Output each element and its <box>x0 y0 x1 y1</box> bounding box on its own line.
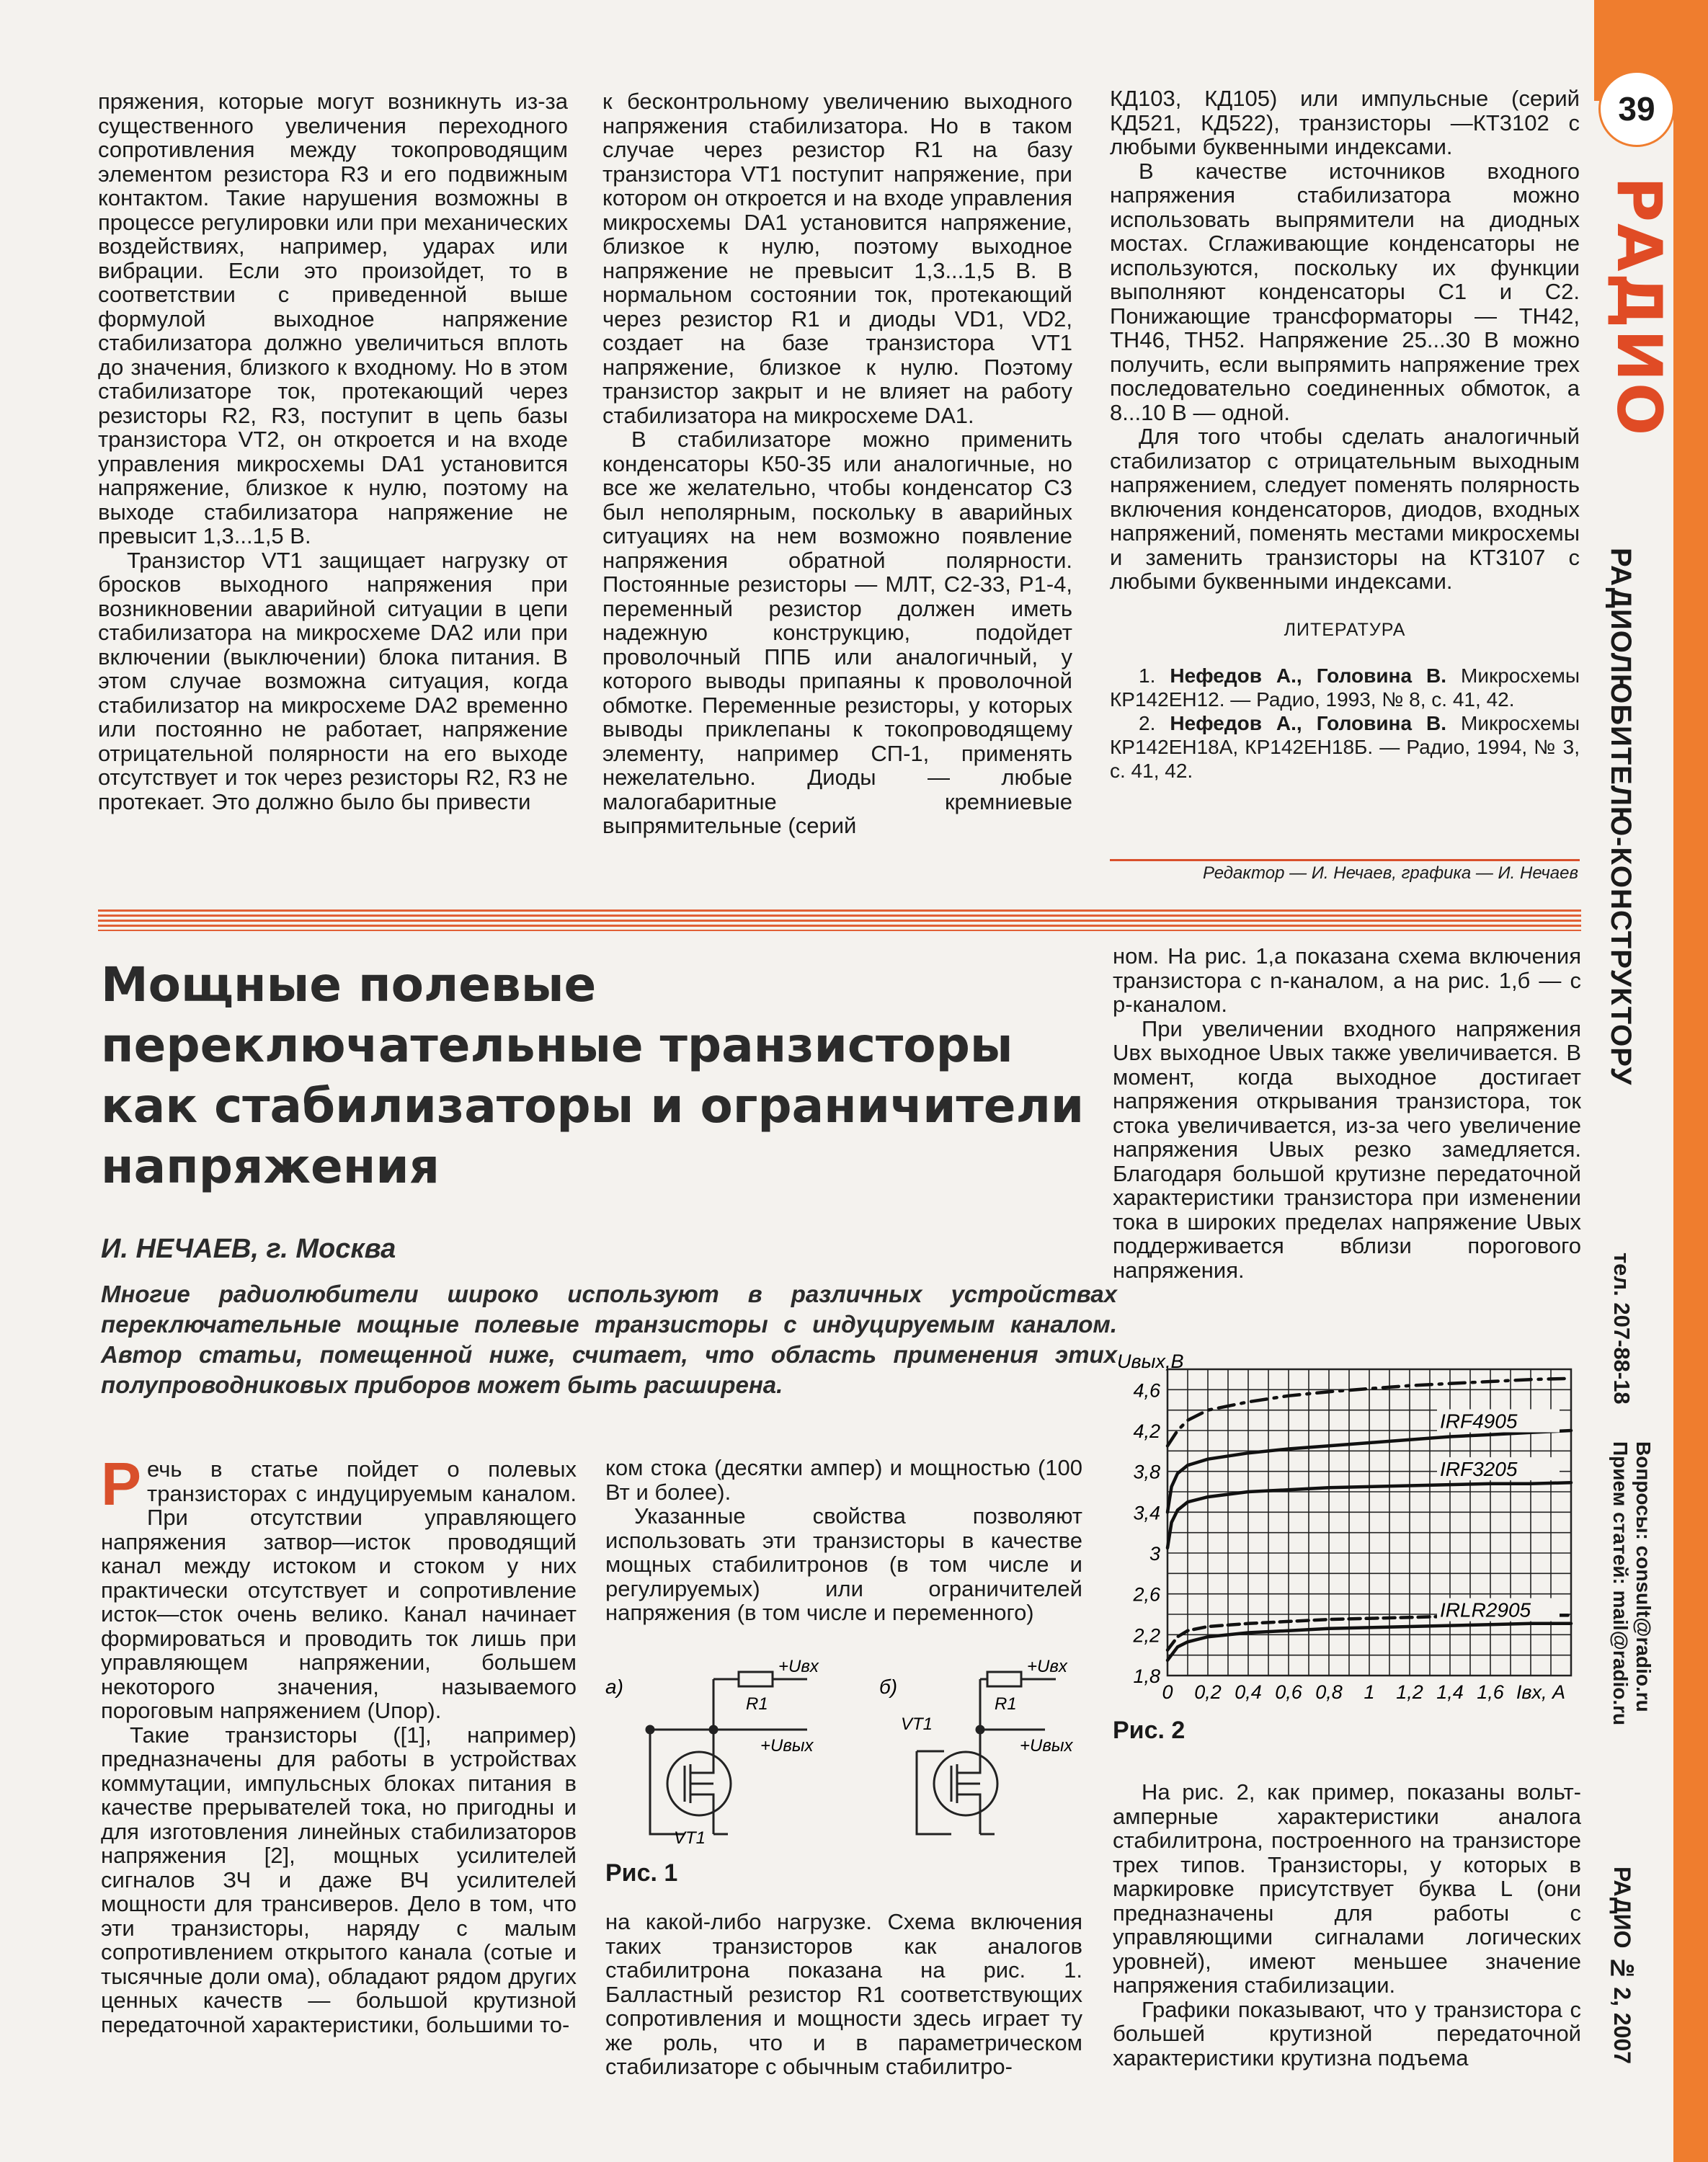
x-tick-label: 0,2 <box>1194 1681 1222 1703</box>
paragraph: КД103, КД105) или импульсные (серий КД521, КД522), транзисторы —КТ3102 с любыми буквенными индексами. <box>1110 86 1580 159</box>
x-tick-label: 0 <box>1162 1681 1173 1703</box>
article-lead: Многие радиолюбители широко используют в различных устройствах переключательные мощные полевые транзисторы с индуцируемым каналом. Автор статьи, помещенной ниже, считает, что область применения этих полупроводниковых приборов может быть расширена. <box>101 1281 1117 1398</box>
paragraph: Графики показывают, что у транзистора с большей крутизной передаточной характеристики крутизна подъема <box>1113 1996 1581 2070</box>
series-label: IRF3205 <box>1440 1458 1518 1481</box>
reference-authors: Нефедов А., Головина В. <box>1170 712 1447 734</box>
editor-credit: Редактор — И. Нечаев, графика — И. Нечаев <box>1202 863 1578 883</box>
x-tick-label: 1,2 <box>1396 1681 1423 1703</box>
x-tick-label: 0,6 <box>1275 1681 1302 1703</box>
x-tick-label: 0,4 <box>1235 1681 1262 1703</box>
reference-1 <box>1110 664 1580 711</box>
y-tick-label: 3 <box>1149 1543 1160 1565</box>
label-uvx-a: +Uвх <box>778 1657 819 1676</box>
article-separator <box>98 909 1581 931</box>
paragraph: пряжения, которые могут возникнуть из-за существенного увеличения переходного сопротивления между токопроводящим элементом резистора R3 и его подвижным контактом. Такие нарушения возможны в процессе регулировки или при механических воздействиях, например, ударах или вибрации. Если это произойдет, то в соответствии с приведенной выше формулой выходное напряжение стабилизатора должно увеличиться вплоть до значения, близкого к входному. Но в этом стабилизаторе ток, протекающий через резисторы R2, R3, поступит в цепь базы транзистора VT2, он откроется и на входе управления микросхемы DA1 установится напряжение, близкое к нулю, поэтому на выходе стабилизатора напряжение не превысит 1,3...1,5 В. <box>98 89 568 548</box>
contacts-questions: Вопросы: consult@radio.ru <box>1632 1441 1655 1712</box>
reference-number: 2. <box>1139 712 1156 734</box>
paragraph: Транзистор VT1 защищает нагрузку от бросков выходного напряжения при возникновении аварийной ситуации в цепи стабилизатора на микросхеме DA2 или при включении (выключении) блока питания. В этом случае возможна ситуация, когда стабилизатор на микросхеме DA2 временно или постоянно не работает, напряжение отрицательной полярности на его выходе отсутствует и ток через резисторы R2, R3 не протекает. Это должно было бы привести <box>98 547 568 814</box>
paragraph: ном. На рис. 1,а показана схема включения транзистора с n-каналом, а на рис. 1,б — с p-каналом. <box>1113 943 1581 1017</box>
x-tick-label: 1 <box>1364 1681 1375 1703</box>
y-tick-label: 3,4 <box>1133 1502 1160 1524</box>
article-author: И. НЕЧАЕВ, г. Москва <box>101 1234 396 1264</box>
page-number: 39 <box>1598 71 1675 147</box>
resistor-r1-b <box>987 1672 1021 1686</box>
x-axis-label: Iвх, A <box>1516 1681 1565 1703</box>
paragraph: На рис. 2, как пример, показаны вольт-амперные характеристики аналога стабилитрона, построенного на транзисторе трех типов. Транзисторы, у которых в маркировке присутствует буква L (они предназначены для работы с управляющими сигналами логических уровней), имеют меньшее значение напряжения стабилизации. <box>1113 1779 1581 1998</box>
paragraph: к бесконтрольному увеличению выходного напряжения стабилизатора. Но в таком случае через резистор R1 на базу транзистора VT1 поступит напряжение, при котором он откроется и на входе управления микросхемы DA1 установится напряжение, близкое к нулю, поэтому выходное напряжение не превысит 1,3...1,5 В. В нормальном состоянии ток, протекающий через резистор R1 и диоды VD1, VD2, создает на базе транзистора VT1 напряжение, близкое к нулю. Поэтому транзистор закрыт и не влияет на работу стабилизатора на микросхеме DA1. <box>602 89 1072 428</box>
series-label: IRLR2905 <box>1440 1598 1531 1622</box>
article-column-1 <box>101 1450 577 2037</box>
paragraph: При увеличении входного напряжения Uвх выходное Uвых также увеличивается. В момент, когда выходное достигает напряжения открывания транзистора, ток стока увеличивается, из-за чего увеличение напряжения Uвых резко замедляется. Благодаря большой крутизне передаточной характеристики транзистора при изменении тока в широких пределах напряжение Uвых поддерживается вблизи порогового напряжения. <box>1113 1015 1581 1283</box>
y-tick-label: 2,6 <box>1133 1583 1160 1606</box>
reference-text: Микросхемы КР142ЕН18А, КР142ЕН18Б. — Радио, 1994, № 3, с. 41, 42. <box>1110 712 1580 782</box>
section-title: РАДИОЛЮБИТЕЛЮ-КОНСТРУКТОРУ <box>1605 548 1637 1086</box>
series-label: IRF4905 <box>1440 1410 1518 1433</box>
drop-cap: Р <box>101 1450 142 1518</box>
figure-2-caption: Рис. 2 <box>1113 1717 1186 1744</box>
paragraph-text: ечь в статье пойдет о полевых транзисторах с индуцируемым каналом. При отсутствии управляющего напряжения затвор—исток проводящий канал между истоком и стоком у них практически отсутствует и сопротивление исток—сток очень велико. Канал начинает формироваться и проводить ток лишь при управляющем напряжении, большем некоторого значения, называемого пороговым напряжением (Uпор). <box>101 1456 577 1723</box>
label-vt1-a: VT1 <box>674 1828 706 1848</box>
y-axis-label: Uвых,В <box>1117 1351 1184 1372</box>
y-tick-label: 4,2 <box>1133 1420 1160 1442</box>
figure-1-schematic <box>605 1650 1095 1867</box>
paragraph: на какой-либо нагрузке. Схема включения таких транзисторов как аналогов стабилитрона показана на рис. 1. Балластный резистор R1 соответствующих сопротивления и мощности здесь играет ту же роль, что и в параметрическом стабилизаторе с обычным стабилитро- <box>605 1909 1082 2079</box>
article-column-3b <box>1113 1780 1581 2070</box>
article-column-3a <box>1113 944 1581 1282</box>
label-vt1-b: VT1 <box>901 1714 933 1734</box>
editor-rule <box>1110 859 1580 861</box>
label-r1-b: R1 <box>995 1694 1017 1714</box>
article-title: Мощные полевые переключательные транзисторы как стабилизаторы и ограничители напряжения <box>101 957 1085 1194</box>
x-tick-label: 1,6 <box>1477 1681 1504 1703</box>
figure-2-chart <box>1110 1348 1585 1708</box>
y-tick-label: 1,8 <box>1133 1665 1160 1687</box>
paragraph: ком стока (десятки ампер) и мощностью (100 Вт и более). <box>605 1455 1082 1505</box>
y-tick-label: 4,6 <box>1133 1379 1160 1402</box>
magazine-logo: РАДИО <box>1603 177 1675 437</box>
y-tick-label: 3,8 <box>1133 1461 1160 1483</box>
y-tick-label: 2,2 <box>1133 1624 1160 1647</box>
article-column-2b <box>605 1910 1082 2079</box>
top-column-2 <box>602 89 1072 838</box>
references-heading: ЛИТЕРАТУРА <box>1284 619 1406 640</box>
resistor-r1-a <box>739 1672 773 1686</box>
label-uvx-b: +Uвх <box>1027 1657 1067 1676</box>
reference-2 <box>1110 711 1580 783</box>
reference-number: 1. <box>1139 664 1156 687</box>
label-a: а) <box>605 1676 623 1698</box>
label-uvyx-b: +Uвых <box>1020 1736 1073 1756</box>
contacts-submissions: Прием статей: mail@radio.ru <box>1609 1441 1632 1726</box>
paragraph: В качестве источников входного напряжения стабилизатора можно использовать выпрямители на диодных мостах. Сглаживающие конденсаторы не используются, поскольку их функции выполняют конденсаторы C1 и C2. Понижающие трансформаторы — ТН42, ТН46, ТН52. Напряжение 25...30 В можно получить, если выпрямить напряжение трех последовательно соединенных обмоток, а 8...10 В — одной. <box>1110 158 1580 425</box>
top-column-3 <box>1110 86 1580 783</box>
label-r1-a: R1 <box>746 1694 768 1714</box>
paragraph: В стабилизаторе можно применить конденсаторы К50-35 или аналогичные, но все же желательно, чтобы конденсатор C3 был неполярным, поскольку в аварийных ситуациях на нем возможно появление напряжения обратной полярности. Постоянные резисторы — МЛТ, С2-33, Р1-4, переменный резистор должен иметь надежную конструкцию, подойдет проволочный ППБ или аналогичный, у которого выводы припаяны к проволочной обмотке. Переменные резисторы, у которых выводы приклепаны к токопроводящему элементу, например СП-1, применять нежелательно. Диоды — любые малогабаритные кремниевые выпрямительные (серий <box>602 427 1072 838</box>
top-column-1 <box>98 89 568 814</box>
label-uvyx-a: +Uвых <box>760 1736 814 1756</box>
issue-label: РАДИО № 2, 2007 <box>1609 1867 1635 2065</box>
paragraph <box>101 1450 577 1723</box>
figure-1-caption: Рис. 1 <box>605 1859 678 1887</box>
reference-authors: Нефедов А., Головина В. <box>1170 664 1447 687</box>
article-column-2a <box>605 1456 1082 1625</box>
label-b: б) <box>879 1676 898 1698</box>
reference-text: Микросхемы КР142ЕН12. — Радио, 1993, № 8, с. 41, 42. <box>1110 664 1580 711</box>
x-tick-label: 1,4 <box>1436 1681 1464 1703</box>
paragraph: Такие транзисторы ([1], например) предназначены для работы в устройствах коммутации, импульсных блоках питания в качестве прерывателей тока, но пригодны и для изготовления линейных стабилизаторов напряжения [2], мощных усилителей сигналов ЗЧ и даже ВЧ усилителей мощности для трансиверов. Дело в том, что эти транзисторы, наряду с малым сопротивлением открытого канала (сотые и тысячные доли ома), обладают рядом других ценных качеств — большой крутизной передаточной характеристики, большими то- <box>101 1722 577 2037</box>
paragraph: Указанные свойства позволяют использовать эти транзисторы в качестве мощных стабилитронов (в том числе и регулируемых) или ограничителей напряжения (в том числе и переменного) <box>605 1503 1082 1625</box>
phone-number: тел. 207-88-18 <box>1609 1253 1634 1405</box>
x-tick-label: 0,8 <box>1315 1681 1343 1703</box>
paragraph: Для того чтобы сделать аналогичный стабилизатор с отрицательным выходным напряжением, следует поменять полярность включения конденсаторов, диодов, входных напряжений, поменять местами микросхемы и заменить транзисторы на КТ3107 с любыми буквенными индексами. <box>1110 424 1580 594</box>
